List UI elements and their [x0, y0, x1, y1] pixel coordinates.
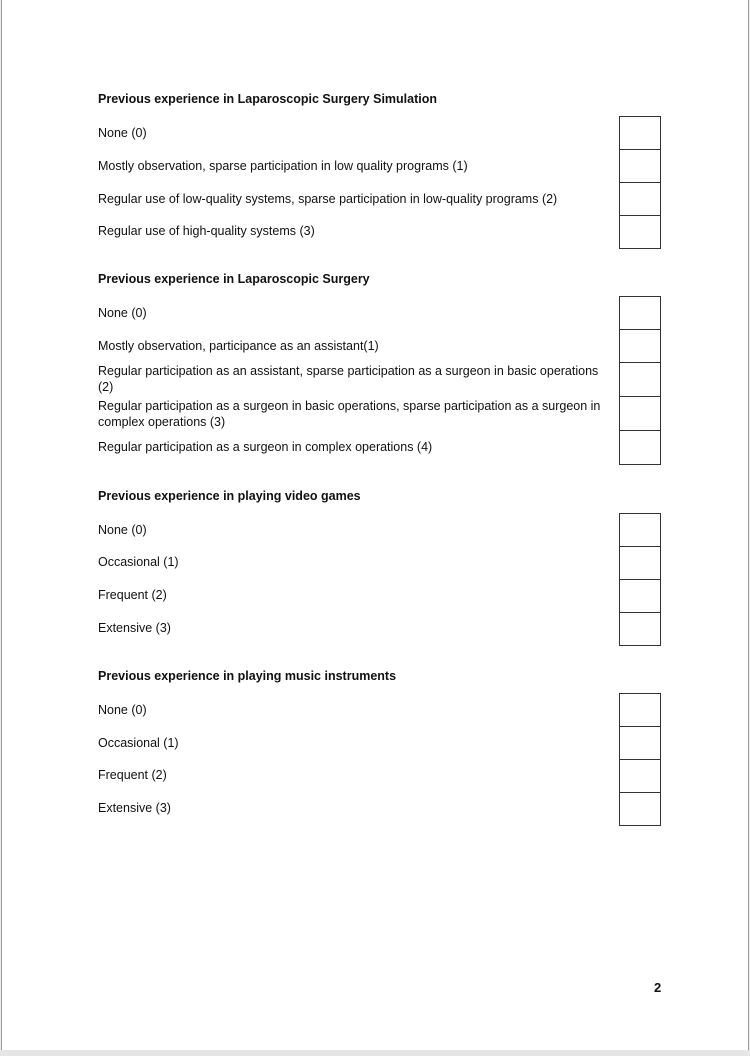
- document-page: [1, 0, 749, 1050]
- option-label: Extensive (3): [98, 801, 171, 815]
- checkbox[interactable]: [619, 513, 661, 547]
- section-title: Previous experience in playing music instruments: [98, 669, 397, 683]
- option-label: Extensive (3): [98, 621, 171, 635]
- section-title: Previous experience in Laparoscopic Surgery Simulation: [98, 92, 438, 106]
- page-number: 2: [654, 980, 662, 995]
- checkbox[interactable]: [619, 759, 661, 793]
- option-label: Frequent (2): [98, 588, 167, 602]
- option-label: Regular participation as a surgeon in complex operations (4): [98, 440, 433, 454]
- option-label: None (0): [98, 126, 147, 140]
- checkbox[interactable]: [619, 362, 661, 397]
- option-label: Mostly observation, sparse participation in low quality programs (1): [98, 159, 468, 173]
- option-label: Regular use of low-quality systems, sparse participation in low-quality programs (2): [98, 192, 558, 206]
- checkbox[interactable]: [619, 430, 661, 465]
- option-label: Regular use of high-quality systems (3): [98, 224, 315, 238]
- checkbox[interactable]: [619, 612, 661, 646]
- checkbox[interactable]: [619, 396, 661, 431]
- checkbox[interactable]: [619, 329, 661, 363]
- option-label: Regular participation as an assistant, sparse participation as a surgeon in basic operations (2): [98, 364, 599, 394]
- checkbox[interactable]: [619, 546, 661, 580]
- option-label: None (0): [98, 523, 147, 537]
- option-label: Frequent (2): [98, 768, 167, 782]
- option-label: Occasional (1): [98, 555, 179, 569]
- option-label: Occasional (1): [98, 736, 179, 750]
- checkbox[interactable]: [619, 149, 661, 183]
- section-title: Previous experience in Laparoscopic Surgery: [98, 272, 370, 286]
- option-label: Regular participation as a surgeon in basic operations, sparse participation as a surgeon in complex operations (3): [98, 399, 601, 429]
- checkbox[interactable]: [619, 215, 661, 249]
- option-label: None (0): [98, 306, 147, 320]
- checkbox[interactable]: [619, 296, 661, 330]
- option-label: None (0): [98, 703, 147, 717]
- option-label: Mostly observation, participance as an assistant(1): [98, 339, 379, 353]
- checkbox[interactable]: [619, 792, 661, 826]
- section-title: Previous experience in playing video games: [98, 489, 361, 503]
- checkbox[interactable]: [619, 182, 661, 216]
- checkbox[interactable]: [619, 116, 661, 150]
- checkbox[interactable]: [619, 693, 661, 727]
- checkbox[interactable]: [619, 726, 661, 760]
- checkbox[interactable]: [619, 579, 661, 613]
- page-bottom-edge: [0, 1050, 750, 1056]
